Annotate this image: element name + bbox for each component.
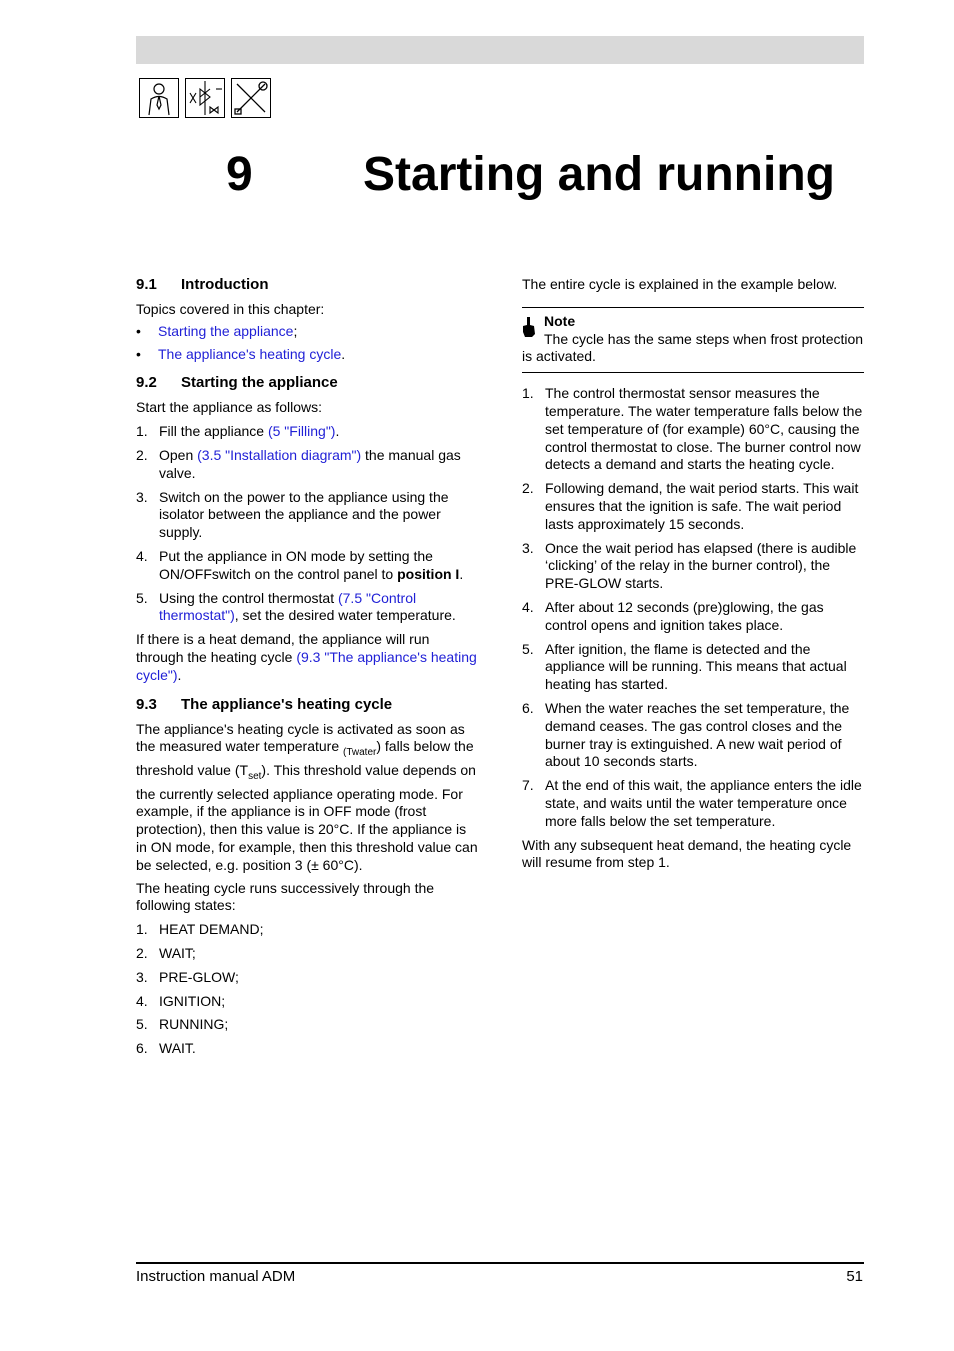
- list-item: 4. After about 12 seconds (pre)glowing, the gas control opens and ignition takes place.: [522, 598, 824, 633]
- installer-valve-icon: [185, 78, 225, 118]
- page-number: 51: [846, 1268, 863, 1285]
- topics-intro: Topics covered in this chapter:: [136, 301, 325, 317]
- section-heading-9-1: 9.1 Introduction: [136, 276, 269, 293]
- states-intro: The heating cycle runs successively through the following states:: [136, 879, 435, 914]
- start-intro: Start the appliance as follows:: [136, 399, 322, 416]
- header-bar: [136, 36, 864, 64]
- list-item: 5. Using the control thermostat (7.5 "Control thermostat"), set the desired water temperature.: [136, 589, 456, 624]
- section-heading-9-2: 9.2 Starting the appliance: [136, 374, 338, 392]
- cycle-intro: The entire cycle is explained in the example below.: [522, 276, 838, 292]
- list-item: 6. When the water reaches the set temperature, the demand ceases. The gas control closes and the burner tray is extinguished. A new wait period of about 10 seconds starts.: [522, 699, 850, 770]
- list-item: 4. Put the appliance in ON mode by setting the ON/OFFswitch on the control panel to position I.: [136, 547, 464, 582]
- list-item: • The appliance's heating cycle.: [136, 345, 346, 362]
- list-item: 1. The control thermostat sensor measures the temperature. The water temperature falls below the set temperature of (for example) 60°C, causing the control thermostat to close. The burner control now detects a demand and starts the heating cycle.: [522, 385, 863, 473]
- list-item: • Starting the appliance;: [136, 322, 298, 339]
- link-heating-cycle-section[interactable]: (9.3 "The appliance's heating cycle"): [136, 648, 477, 683]
- chapter-number: 9: [226, 148, 253, 201]
- note-text: The cycle has the same steps when frost protection is activated.: [522, 330, 864, 365]
- service-tools-icon: [231, 78, 271, 118]
- link-control-thermostat[interactable]: (7.5 "Control thermostat"): [159, 589, 417, 624]
- heating-cycle-paragraph: The appliance's heating cycle is activated as soon as the measured water temperature $_{(Twater}$) falls below the threshold value $(T_{set})$. This threshold value depends on the currently selected appliance operating mode. For example, if the appliance is in OFF mode (frost protection), then this value is 20°C. If the appliance is in ON mode, for example, then this threshold value can be selected, e.g. position 3 (± 60°C).: [136, 720, 478, 873]
- link-filling[interactable]: (5 "Filling"): [267, 423, 336, 440]
- list-item: 2. Open (3.5 "Installation diagram") the manual gas valve.: [136, 446, 461, 481]
- link-installation-diagram[interactable]: (3.5 "Installation diagram"): [197, 446, 362, 463]
- list-item: 2. Following demand, the wait period starts. This wait ensures that the ignition is safe. The wait period lasts approximately 15 seconds.: [522, 480, 859, 532]
- link-starting-appliance[interactable]: Starting the appliance: [158, 322, 294, 339]
- section-heading-9-3: 9.3 The appliance's heating cycle: [136, 695, 393, 713]
- start-outro: If there is a heat demand, the appliance will run through the heating cycle (9.3 "The appliance's heating cycle").: [136, 631, 477, 683]
- note-box: [522, 307, 864, 373]
- footer-divider: [136, 1262, 864, 1264]
- list-item: 7. At the end of this wait, the appliance enters the idle state, and waits until the water temperature once more falls below the set temperature.: [522, 777, 862, 829]
- list-item: 5. After ignition, the flame is detected and the appliance will be running. This means that actual heating has started.: [522, 640, 847, 693]
- chapter-title: Starting and running: [363, 148, 835, 201]
- footer-manual-title: Instruction manual ADM: [136, 1268, 296, 1285]
- left-column: [136, 276, 478, 1058]
- list-item: 3. Switch on the power to the appliance using the isolator between the appliance and the power supply.: [136, 488, 449, 541]
- list-item: 3. PRE-GLOW;: [136, 968, 239, 985]
- list-item: 1. Fill the appliance (5 "Filling").: [136, 423, 340, 440]
- list-item: 3. Once the wait period has elapsed (there is audible ‘clicking’ of the relay in the burner control), the PRE-GLOW starts.: [522, 539, 857, 592]
- note-title: Note: [544, 312, 576, 329]
- list-item: 6. WAIT.: [136, 1040, 196, 1057]
- user-person-icon: [139, 78, 179, 118]
- right-column: [522, 276, 864, 872]
- link-heating-cycle[interactable]: The appliance's heating cycle: [158, 345, 342, 362]
- pointing-hand-icon: [522, 316, 536, 338]
- cycle-outro: With any subsequent heat demand, the heating cycle will resume from step 1.: [522, 836, 852, 871]
- list-item: 4. IGNITION;: [136, 992, 226, 1009]
- list-item: 5. RUNNING;: [136, 1016, 229, 1033]
- audience-icons: [139, 78, 271, 118]
- list-item: 1. HEAT DEMAND;: [136, 921, 264, 938]
- list-item: 2. WAIT;: [136, 944, 196, 961]
